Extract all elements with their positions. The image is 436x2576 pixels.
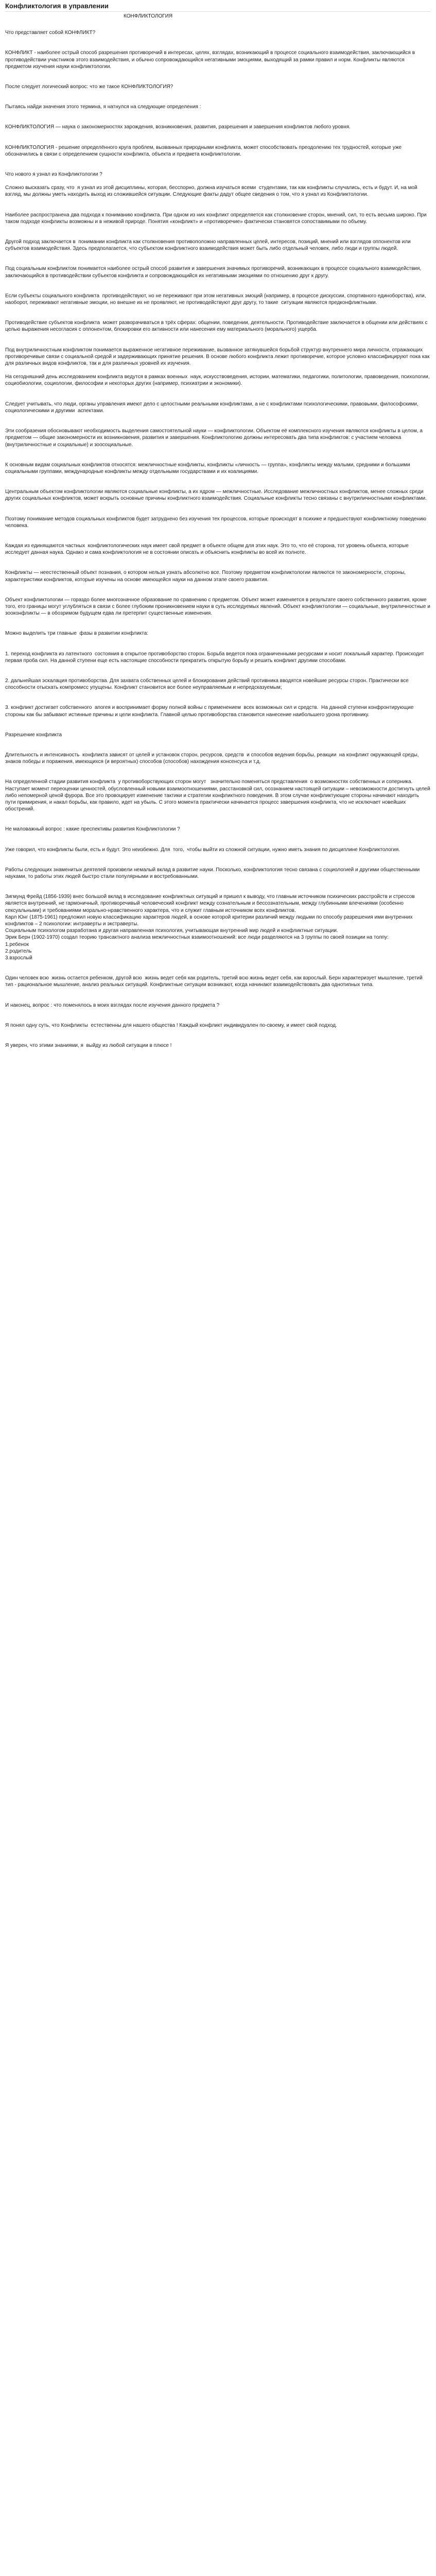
paragraph: КОНФЛИКТОЛОГИЯ — наука о закономерностях зарождения, возникновения, развития, разрешения и завершения конфликтов любого уровня. bbox=[5, 124, 351, 130]
paragraph: Эти сообразения обосновывают необходимость выделения самостоятельной науки — конфликтологии. Объектом её комплексного изучения являются конфликты в целом, а предметом — общие закономерности их возникновения, развития и завершения. Конфликтологию должны интересовать два типа конфликтов: с участием человека (внутриличностные и социальные) и зоосоциальные. bbox=[5, 428, 424, 448]
paragraph: После следует логический вопрос: что же такое КОНФЛИКТОЛОГИЯ? bbox=[5, 84, 173, 90]
paragraph: На определенной стадии развития конфликта у противоборствующих сторон могут значительно поменяться представления о возможностях собственных и соперника. Наступает момент переоценки ценностей, обусловленный новыми взаимоотношениями, расстановкой сил, осознанием настоящей ситуации – невозможности достигнуть целей либо непомерной ценой фурора. Все это провоцирует изменение тактики и стратегии конфликтного поведения. В этом случае конфликтующие стороны начинают находить пути примирения, и накал борьбы, как правило, идет на убыль. С этого момента практически начинается процесс завершения конфликта, что не исключает новейших обострений. bbox=[5, 779, 432, 812]
list-item: 2. дальнейшая эскалация противоборства. Для захвата собственных целей и блокирования действий противника вводятся новейшие ресурсы сторон. Практически все способности отыскать компромисс упущены. Конфликт становится все более неуправляемым и непредсказуемым; bbox=[5, 677, 410, 691]
paragraph: Зигмунд Фрейд (1856-1939) внес большой вклад в исследование конфликтных ситуаций и пришел к выводу, что главным источником психических расстройств и стрессов является внутренний, не гармоничный, противоречивый человеческий конфликт между сознательным и бессознательным, между глубинными влечениями (особенно сексуальными) и требованиями морально-нравственного характера, что и служит главным источником всех конфликтов. Карл Юнг (1875-1961) предложил новую классификацию характеров людей, в основе которой критерии различий между людьми по способу разрешения ими внутренних конфликтов – 2 психологии: интраверты и экстраверты. Социальным психологом разработана и другая направленная психология, учитывающая внутренний мир людей и конфликтные ситуации. Эрик Берн (1902-1970) создал теорию трансактного анализа межличностных взаимоотношений: все люди разделяются на 3 группы по своей позиции на толпу: 1.ребенок 2.родитель 3.взрослый bbox=[5, 894, 415, 961]
paragraph: Работы следующих знаменитых деятелей произвели немалый вклад в развитие науки. Посколько, конфликтология тесно связана с социологией и другими общественными науками, то работы этих людей быстро стали популярными и востребованными. bbox=[5, 867, 421, 879]
paragraph: Под социальным конфликтом понимается наиболее острый способ развития и завершения значимых противоречий, возникающих в процессе социального взаимодействия, заключающийся в противодействии субъектов конфликта и сопровождающийся их негативными эмоциями по отношению друг к другу. bbox=[5, 266, 423, 279]
paragraph: Наиболее распространена два подхода к пониманию конфликта. При одном из них конфликт определяется как столкновение сторон, мнений, сил, то есть весьма широко. При таком подходе конфликты возможны и в неживой природе. Понятия «конфликт» и «противоречие» фактически становятся сопоставимыми по объему. bbox=[5, 212, 428, 225]
paragraph: Следует учитывать, что люди, органы управления имеют дело с целостными реальными конфликтами, а не с конфликтами психологическими, правовыми, философскими, социологическими и другими аспектами. bbox=[5, 401, 420, 414]
paragraph: Центральным объектом конфликтологии являются социальные конфликты, а их ядром — межличностные. Исследование межличностных конфликтов, менее сложных среди других социальных конфликтов, может вскрыть основные причины конфликтного взаимодействия. Социальные конфликты тесно связаны с внутриличностными конфликтами. bbox=[5, 489, 427, 502]
paragraph: Сложно высказать сразу, что я узнал из этой дисциплины, которая, бесспорно, должна изучаться всеми студентами, так как конфликты случались, есть и будут. И, на мой взгляд, мы должны уметь находить выход из сложившейся ситуации. Следующие факты дадут общее сведения о том, что я узнал из Конфликтологии. bbox=[5, 185, 419, 198]
paragraph: Что нового я узнал из Конфликтологии ? bbox=[5, 172, 102, 178]
paragraph: КОНФЛИКТ - наиболее острый способ разрешения противоречий в интересах, целях, взглядах, возникающий в процессе социального взаимодействия, заключающийся в противодействии участников этого взаимодействия, и обычно сопровождающийся негативными эмоциями, выходящий за рамки правил и норм. Конфликты являются предметом изучения науки конфликтологии. bbox=[5, 50, 416, 70]
paragraph: Длительность и интенсивность конфликта зависят от целей и установок сторон, ресурсов, средств и способов ведения борьбы, реакции на конфликт окружающей среды, знаков победы и поражения, имеющихся (и вероятных) способов (способов) нахождения консенсуса и т.д. bbox=[5, 752, 421, 765]
paragraph: КОНФЛИКТОЛОГИЯ - решение определённого круга проблем, вызванных природными конфликта, может способствовать преодолению тех трудностей, которые уже обозначились в связи с определением сущности конфликта, объекта и предмета конфликтологии. bbox=[5, 144, 403, 157]
page-subtitle: КОНФЛИКТОЛОГИЯ bbox=[124, 13, 173, 19]
paragraph: Каждая из единящаются частных конфликтологических наук имеет свой предмет в объекте общем для этих наук. Это то, что её сторона, тот уровень объекта, которые исследует данная наука. Однако и сама конфликтология не в состоянии описать и объяснить конфликты во всей их полноте. bbox=[5, 543, 410, 556]
section-heading: Разрешение конфликта bbox=[5, 732, 62, 738]
list-item: 3. конфликт достигает собственного апогея и воспринимает форму полной войны с применением всех возможных сил и средств. На данной ступени конфронтирующие стороны как бы забывают истинные причины и цели конфликта. Главной целью противоборства становится нанесение наибольшего урона противнику. bbox=[5, 705, 415, 718]
paragraph: Противодействие субъектов конфликта может разворачиваться в трёх сферах: общении, поведении, деятельности. Противодействие заключается в общении или действиях с целью выражения несогласия с оппонентом, блокировки его активности или нанесения ему материального (морального) ущерба. bbox=[5, 320, 429, 333]
paragraph: Можно выделить три главные фазы в развитии конфликта: bbox=[5, 631, 149, 637]
paragraph: Под внутриличностным конфликтом понимается выраженное негативное переживание, вызванное затянувшейся борьбой структур внутреннего мира личности, отражающих противоречивые связи с социальной средой и задерживающих принятие решения. В основе любого конфликта лежит противоречие, которое условно классифицируют пока как для различных видов конфликтов, так и для различных уровней их изучения. bbox=[5, 347, 431, 367]
paragraph: Уже говорил, что конфликты были, есть и будут. Это неизбежно. Для того, чтобы выйти из сложной ситуации, нужно иметь знания по дисциплине Конфликтология. bbox=[5, 846, 400, 853]
paragraph: Я уверен, что этими знаниями, я выйду из любой ситуации в плюсе ! bbox=[5, 1043, 172, 1049]
paragraph: Не маловажный вопрос : какие преспективы развития Конфликтологии ? bbox=[5, 826, 180, 833]
paragraph: Один человек всю жизнь остается ребенком, другой всю жизнь ведет себя как родитель, третий всю жизнь ведет себя, как взрослый. Берн характеризует мышление, третий тип - рациональное мышление, анализ реальных ситуаций. Конфликтные ситуации возникают, когда начинают взаимодействовать два однотипных типа. bbox=[5, 975, 424, 988]
paragraph: Я понял одну суть, что Конфликты естественны для нашего общества ! Каждый конфликт индивидуален по-своему, и имеет свой подход. bbox=[5, 1022, 337, 1028]
paragraph: И наконец, вопрос : что поменялось в моих взглядах после изучения данного предмета ? bbox=[5, 1002, 220, 1008]
document-page bbox=[0, 0, 436, 1067]
paragraph: Другой подход заключается в понимании конфликта как столкновения противоположно направленных целей, интересов, позиций, мнений или взглядов оппонентов или субъектов взаимодействия. Здесь предполагается, что субъектом конфликтного взаимодействия может быть либо отдельный человек, либо люди и группы людей. bbox=[5, 239, 412, 252]
paragraph: Пытаясь найди значения этого термина, я натнулся на следующие определения : bbox=[5, 104, 201, 110]
paragraph: Конфликты — неестественный объект познания, о котором нельзя узнать абсолютно все. Поэтому предметом конфликтологии являются те закономерности, стороны, характеристики конфликтов, которые изучены на основе имеющейся науки на данном этапе своего развития. bbox=[5, 570, 407, 583]
paragraph: На сегодняшний день исследованием конфликта ведутся в рамках военных наук, искусствоведения, истории, математики, педагогики, политологии, правоведения, психологии, социобиологии, социологии, философии и некоторых других (например, психиатрии и экономики). bbox=[5, 374, 431, 387]
list-item: 1. переход конфликта из латентного состояния в открытое противоборство сторон. Борьба ведется пока ограниченными ресурсами и носит локальный характер. Происходит первая проба сил. На данной ступени еще есть настоящие способности прекратить открытую борьбу и решить конфликт другими способами. bbox=[5, 651, 426, 664]
paragraph: Объект конфликтологии — гораздо более многозначное образование по сравнению с предметом. Объект может изменяется в результате своего собственного развития, кроме того, его границы могут углубляться в связи с более глубоким проникновением науки в суть исследуемых явлений. Объект конфликтологии — социальные, внутриличностные и зооконфликты — в обозримом будущем едва ли претерпит существенные изменения. bbox=[5, 597, 432, 617]
page-title: Конфликтология в управлении bbox=[5, 2, 431, 12]
paragraph: Что представляет собой КОНФЛИКТ? bbox=[5, 30, 96, 36]
paragraph: Поэтому понимание методов социальных конфликтов будет затруднено без изучения тех процессов, которые происходят в психике и предшествуют конфликтному поведению человека. bbox=[5, 516, 428, 529]
paragraph: К основным видам социальных конфликтов относятся: межличностные конфликты, конфликты «личность — группа», конфликты между малыми, средними и большими социальными группами, международные конфликты между отдельными государствами и их коалициями. bbox=[5, 462, 412, 474]
paragraph: Если субъекты социального конфликта противодействуют, но не переживают при этом негативных эмоций (например, в процессе дискуссии, спортивного единоборства), или, наоборот, переживают негативные эмоции, но внешне их не проявляют, не противодействуют друг другу, то такие ситуации являются предконфликтными. bbox=[5, 293, 428, 306]
